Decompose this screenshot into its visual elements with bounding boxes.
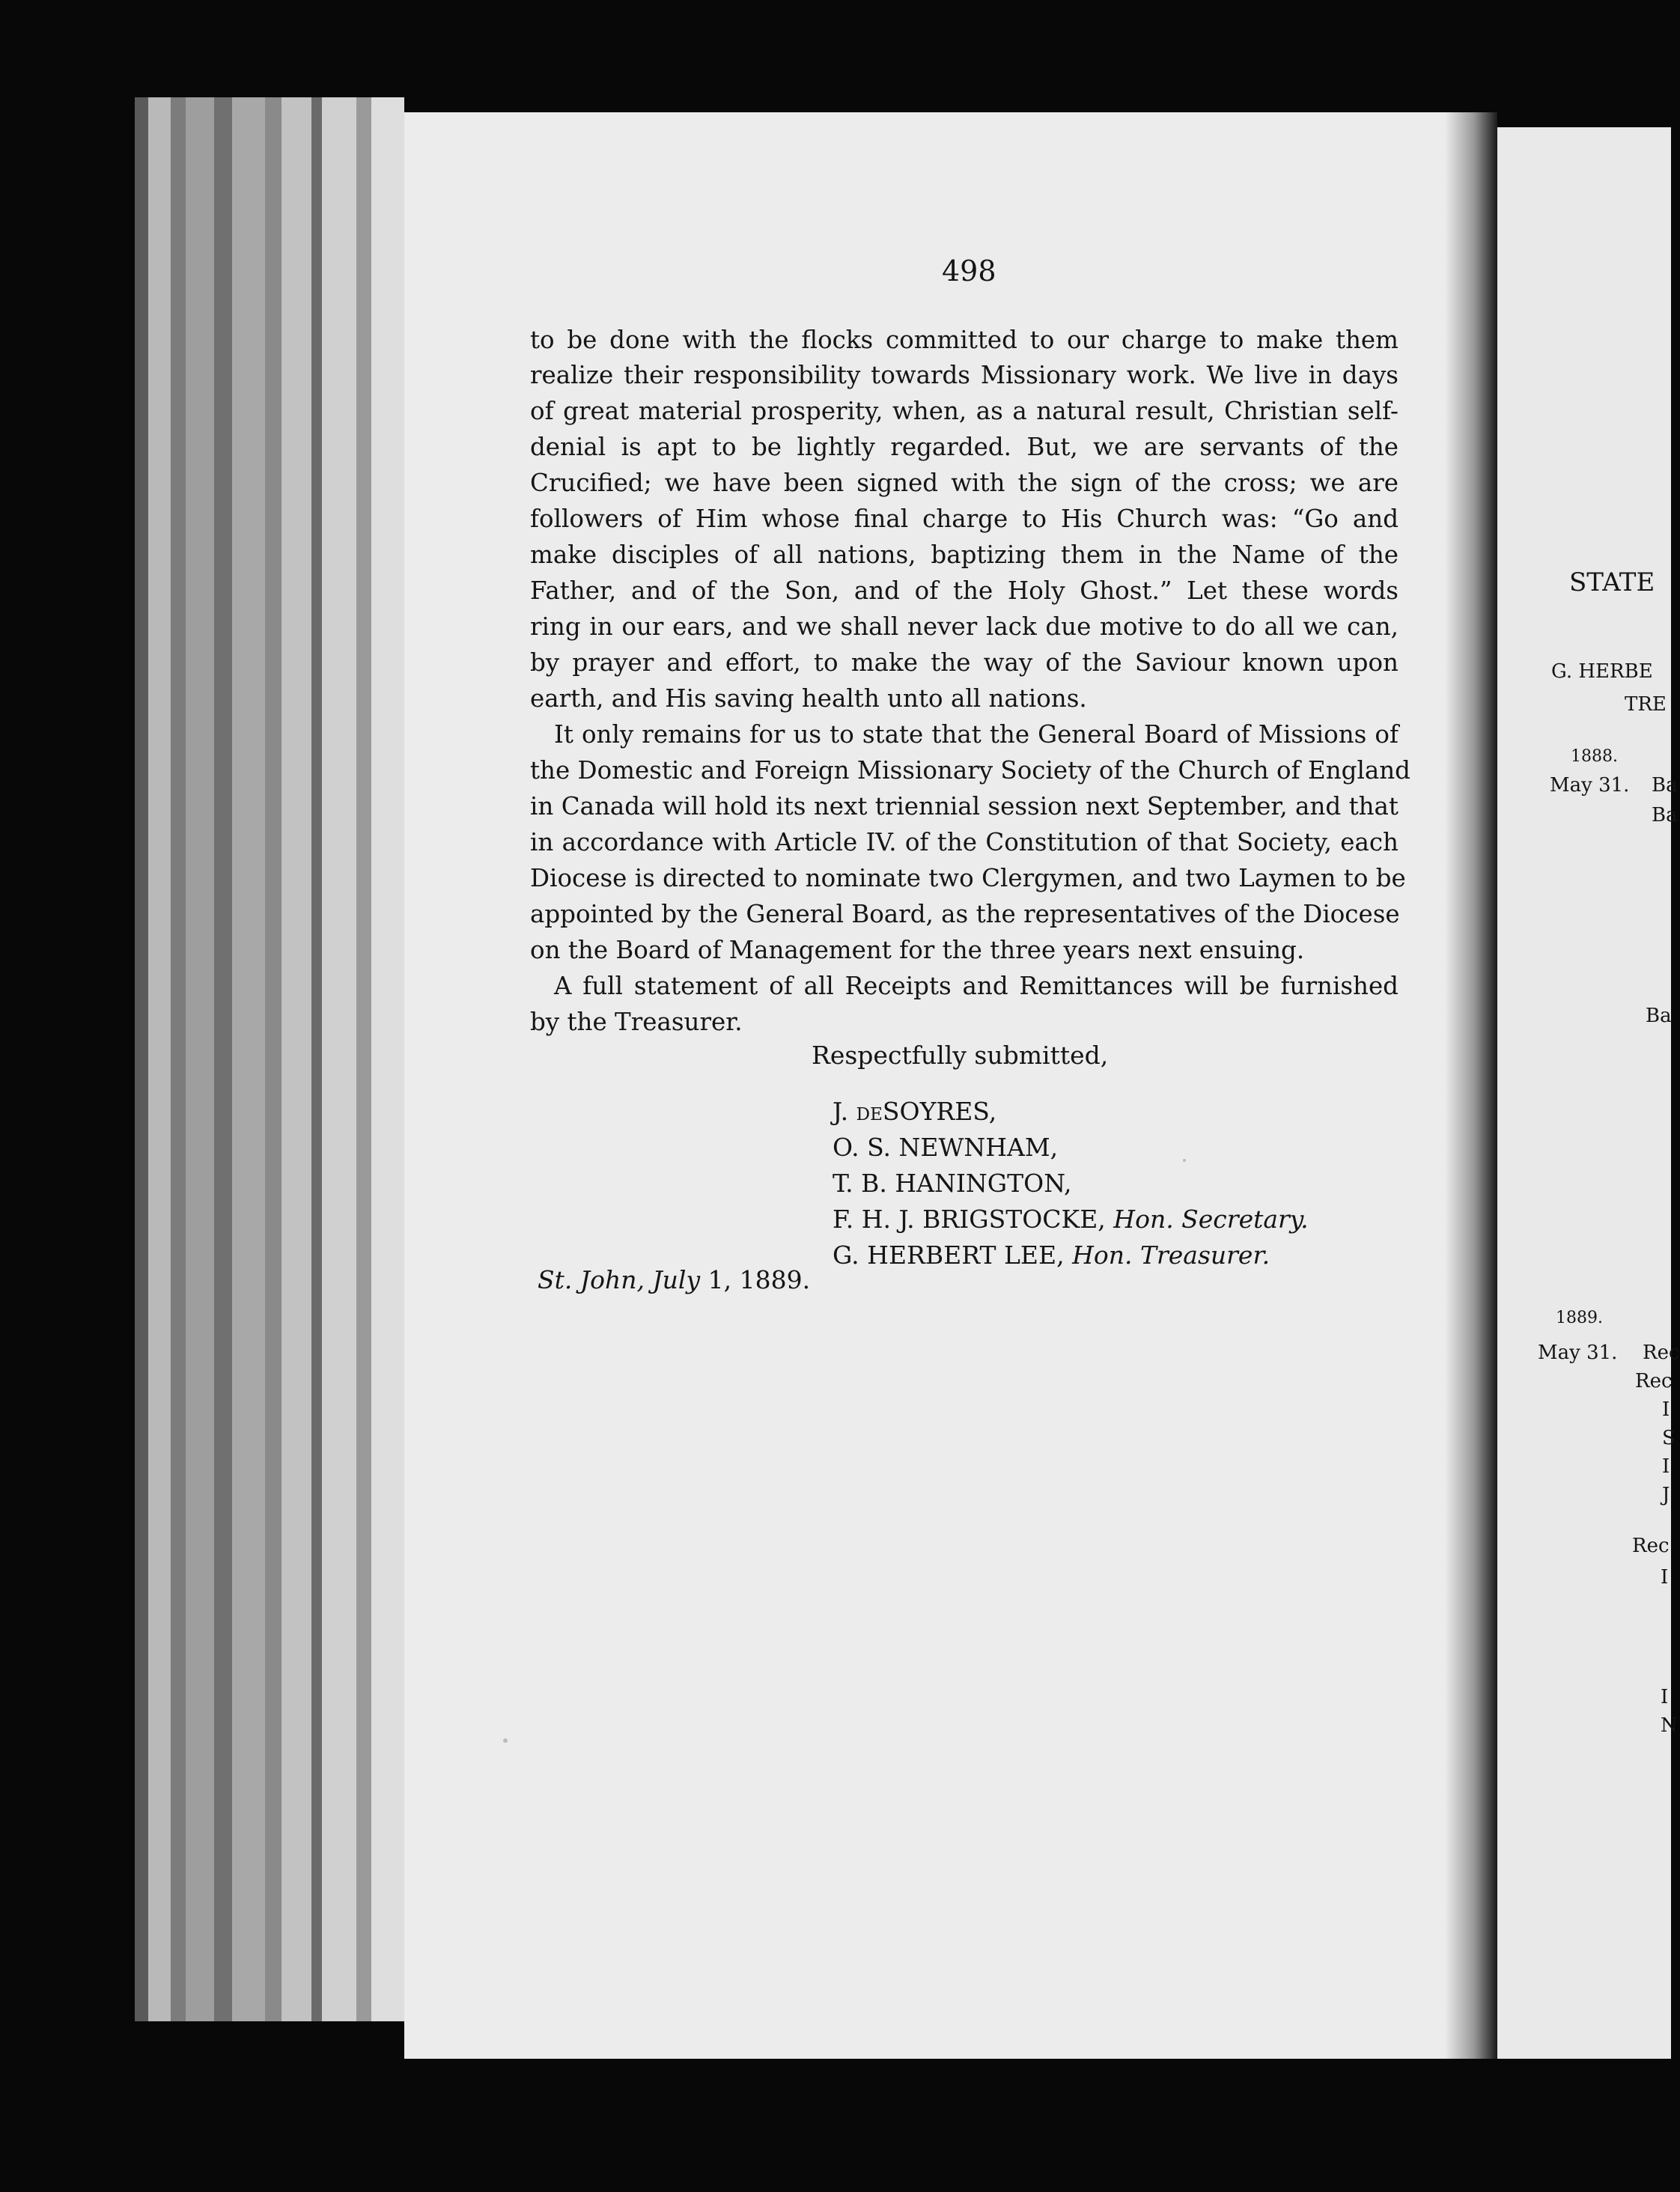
signatory-lee bbox=[833, 1240, 1270, 1270]
scan-speck bbox=[503, 1738, 508, 1743]
right-page-row: I bbox=[1662, 1398, 1670, 1421]
body-line: make disciples of all nations, baptizing them in the Name of the bbox=[530, 541, 1399, 569]
book-page-edges bbox=[135, 97, 404, 2021]
signatory-name: G. HERBERT LEE, bbox=[833, 1240, 1065, 1270]
body-line: realize their responsibility towards Missionary work. We live in days bbox=[530, 361, 1399, 389]
body-line: to be done with the flocks committed to our charge to make them bbox=[530, 326, 1399, 354]
book-gutter bbox=[1445, 112, 1497, 2059]
right-page-subhead: G. HERBE bbox=[1551, 660, 1653, 683]
right-page-row: I bbox=[1661, 1686, 1669, 1708]
body-line: the Domestic and Foreign Missionary Society of the Church of England bbox=[530, 756, 1410, 785]
signatory-desoyres bbox=[833, 1097, 996, 1126]
body-line: denial is apt to be lightly regarded. But, we are servants of the bbox=[530, 433, 1399, 461]
right-page-row: I bbox=[1661, 1566, 1669, 1589]
signatory-title: Hon. Secretary. bbox=[1113, 1205, 1309, 1234]
signatory-name: F. H. J. BRIGSTOCKE, bbox=[833, 1205, 1106, 1234]
right-page-row: I bbox=[1662, 1455, 1670, 1478]
right-page-row: N bbox=[1661, 1714, 1678, 1737]
right-page-row: Ba bbox=[1646, 1005, 1672, 1027]
right-page-year: 1888. bbox=[1571, 747, 1618, 766]
signatory-particle: de bbox=[856, 1097, 883, 1126]
month: July bbox=[652, 1265, 701, 1294]
right-page-row: Rec bbox=[1643, 1342, 1680, 1364]
right-page-year: 1889. bbox=[1556, 1309, 1603, 1327]
body-line: Diocese is directed to nominate two Clergymen, and two Laymen to be bbox=[530, 864, 1406, 892]
right-page-row: J bbox=[1662, 1484, 1670, 1506]
signatory-hanington: T. B. HANINGTON, bbox=[833, 1169, 1072, 1198]
place: St. John, bbox=[538, 1265, 645, 1294]
right-page-heading: STATE bbox=[1569, 567, 1655, 597]
right-page-row: Ba bbox=[1652, 804, 1678, 826]
body-line: It only remains for us to state that the General Board of Missions of bbox=[554, 720, 1399, 749]
signatory-title: Hon. Treasurer. bbox=[1072, 1240, 1270, 1270]
page-number: 498 bbox=[942, 255, 996, 287]
signatory-newnham: O. S. NEWNHAM, bbox=[833, 1133, 1059, 1162]
body-line: followers of Him whose final charge to His Church was: “Go and bbox=[530, 505, 1399, 533]
right-page-date: May 31. bbox=[1538, 1342, 1618, 1364]
date-rest: 1, 1889. bbox=[707, 1265, 811, 1294]
body-line: Father, and of the Son, and of the Holy Ghost.” Let these words bbox=[530, 576, 1399, 605]
right-page-row: Ba bbox=[1652, 774, 1678, 797]
closing-line: Respectfully submitted, bbox=[812, 1041, 1109, 1070]
body-line: of great material prosperity, when, as a natural result, Christian self- bbox=[530, 397, 1399, 425]
place-date bbox=[538, 1265, 810, 1294]
body-line: appointed by the General Board, as the representatives of the Diocese bbox=[530, 900, 1400, 928]
body-line: by prayer and effort, to make the way of the Saviour known upon bbox=[530, 648, 1399, 677]
scan-speck bbox=[1183, 1159, 1186, 1162]
body-line: by the Treasurer. bbox=[530, 1008, 743, 1036]
body-line: Crucified; we have been signed with the sign of the cross; we are bbox=[530, 469, 1399, 497]
right-page bbox=[1497, 127, 1671, 2059]
right-page-row: Rec bbox=[1632, 1535, 1670, 1557]
right-page-row: S bbox=[1662, 1427, 1676, 1449]
right-page-subhead: TRE bbox=[1625, 693, 1667, 716]
body-line: A full statement of all Receipts and Remittances will be furnished bbox=[554, 972, 1399, 1000]
signatory-surname: SOYRES, bbox=[882, 1097, 997, 1126]
signatory-initial: J. bbox=[833, 1097, 849, 1126]
right-page-date: May 31. bbox=[1550, 774, 1630, 797]
body-line: in Canada will hold its next triennial session next September, and that bbox=[530, 792, 1399, 821]
body-line: on the Board of Management for the three years next ensuing. bbox=[530, 936, 1305, 964]
body-line: in accordance with Article IV. of the Constitution of that Society, each bbox=[530, 828, 1399, 856]
right-page-row: Rec bbox=[1635, 1370, 1673, 1392]
signatory-brigstocke bbox=[833, 1205, 1309, 1234]
body-line: ring in our ears, and we shall never lack due motive to do all we can, bbox=[530, 612, 1399, 641]
body-line: earth, and His saving health unto all nations. bbox=[530, 684, 1087, 713]
